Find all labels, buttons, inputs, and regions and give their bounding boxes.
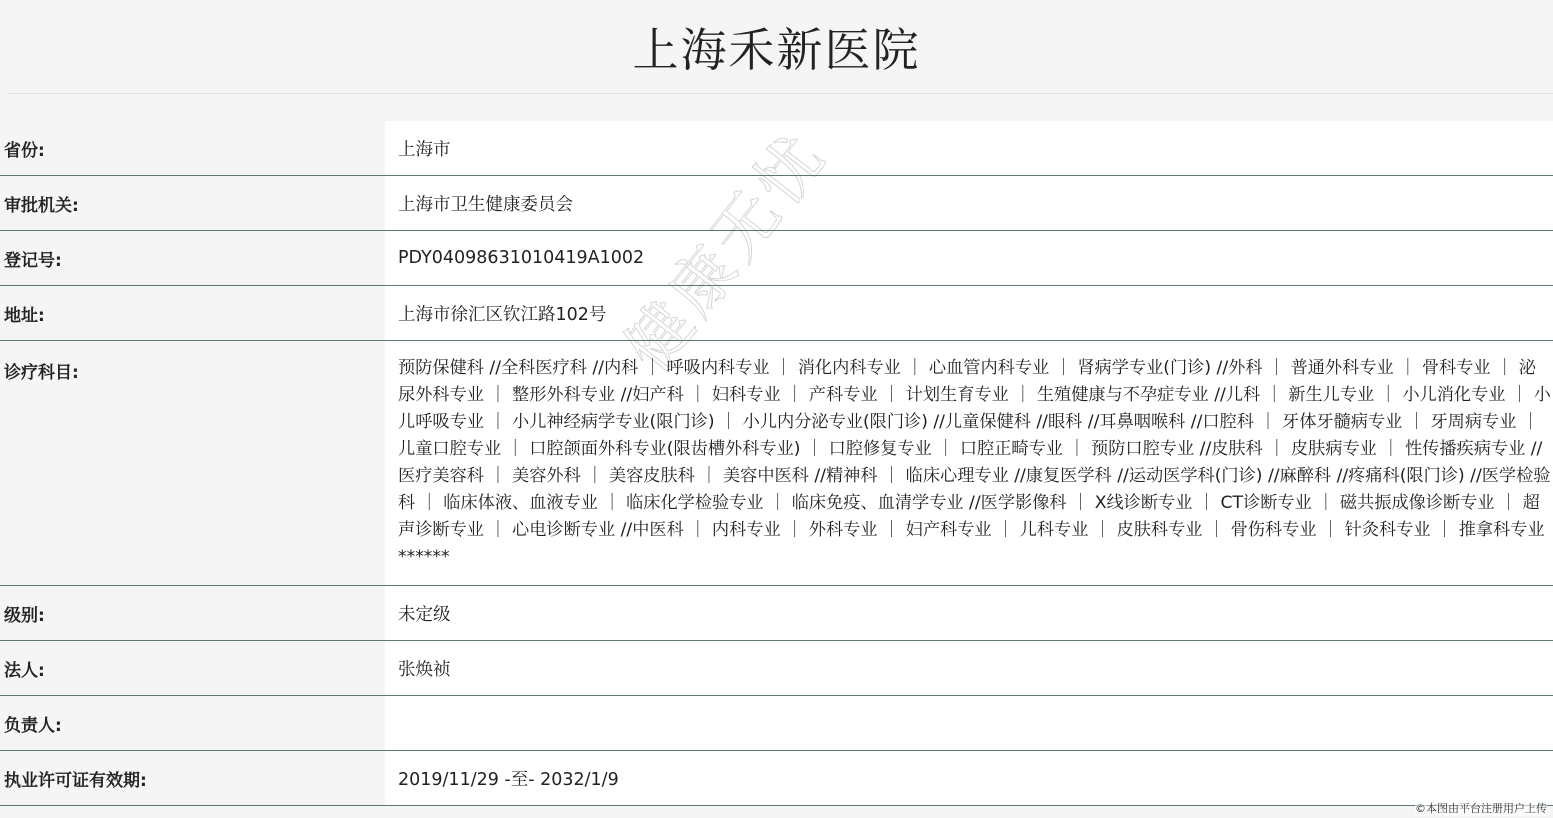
address-value: 上海市徐汇区钦江路102号: [385, 286, 1553, 340]
row-approval-authority: [0, 176, 1553, 231]
registration-number-label: 登记号:: [0, 231, 385, 285]
person-in-charge-label: 负责人:: [0, 696, 385, 750]
row-license-validity: [0, 751, 1553, 806]
license-validity-label: 执业许可证有效期:: [0, 751, 385, 805]
address-label: 地址:: [0, 286, 385, 340]
registration-number-value: PDY04098631010419A1002: [385, 231, 1553, 285]
license-validity-value: 2019/11/29 -至- 2032/1/9: [385, 751, 1553, 805]
row-level: [0, 586, 1553, 641]
level-value: 未定级: [385, 586, 1553, 640]
row-legal-person: [0, 641, 1553, 696]
page-title: 上海禾新医院: [632, 22, 921, 77]
approval-authority-label: 审批机关:: [0, 176, 385, 230]
copyright-note: ©本图由平台注册用户上传: [1415, 802, 1547, 815]
approval-authority-value: 上海市卫生健康委员会: [385, 176, 1553, 230]
province-value: 上海市: [385, 121, 1553, 175]
row-departments: [0, 341, 1553, 586]
legal-person-label: 法人:: [0, 641, 385, 695]
departments-label: 诊疗科目:: [0, 341, 385, 585]
row-person-in-charge: [0, 696, 1553, 751]
level-label: 级别:: [0, 586, 385, 640]
row-registration-number: [0, 231, 1553, 286]
info-table: [0, 121, 1553, 806]
title-area: [8, 0, 1553, 94]
legal-person-value: 张焕祯: [385, 641, 1553, 695]
row-province: [0, 121, 1553, 176]
person-in-charge-value: [385, 696, 1553, 750]
departments-value: 预防保健科 //全科医疗科 //内科 ｜ 呼吸内科专业 ｜ 消化内科专业 ｜ 心血管内科专业 ｜ 肾病学专业(门诊) //外科 ｜ 普通外科专业 ｜ 骨科专业 ｜ 泌尿外科专业 ｜ 整形外科专业 //妇产科 ｜ 妇科专业 ｜ 产科专业 ｜ 计划生育专业 ｜ 生殖健康与不孕症专业 //儿科 ｜ 新生儿专业 ｜ 小儿消化专业 ｜ 小儿呼吸专业 ｜ 小儿神经病学专业(限门诊) ｜ 小儿内分泌专业(限门诊) //儿童保健科 //眼科 //耳鼻咽喉科 //口腔科 ｜ 牙体牙髓病专业 ｜ 牙周病专业 ｜ 儿童口腔专业 ｜ 口腔颌面外科专业(限齿槽外科专业) ｜ 口腔修复专业 ｜ 口腔正畸专业 ｜ 预防口腔专业 //皮肤科 ｜ 皮肤病专业 ｜ 性传播疾病专业 //医疗美容科 ｜ 美容外科 ｜ 美容皮肤科 ｜ 美容中医科 //精神科 ｜ 临床心理专业 //康复医学科 //运动医学科(门诊) //麻醉科 //疼痛科(限门诊) //医学检验科 ｜ 临床体液、血液专业 ｜ 临床化学检验专业 ｜ 临床免疫、血清学专业 //医学影像科 ｜ X线诊断专业 ｜ CT诊断专业 ｜ 磁共振成像诊断专业 ｜ 超声诊断专业 ｜ 心电诊断专业 //中医科 ｜ 内科专业 ｜ 外科专业 ｜ 妇产科专业 ｜ 儿科专业 ｜ 皮肤科专业 ｜ 骨伤科专业 ｜ 针灸科专业 ｜ 推拿科专业******: [385, 341, 1553, 585]
row-address: [0, 286, 1553, 341]
province-label: 省份:: [0, 121, 385, 175]
